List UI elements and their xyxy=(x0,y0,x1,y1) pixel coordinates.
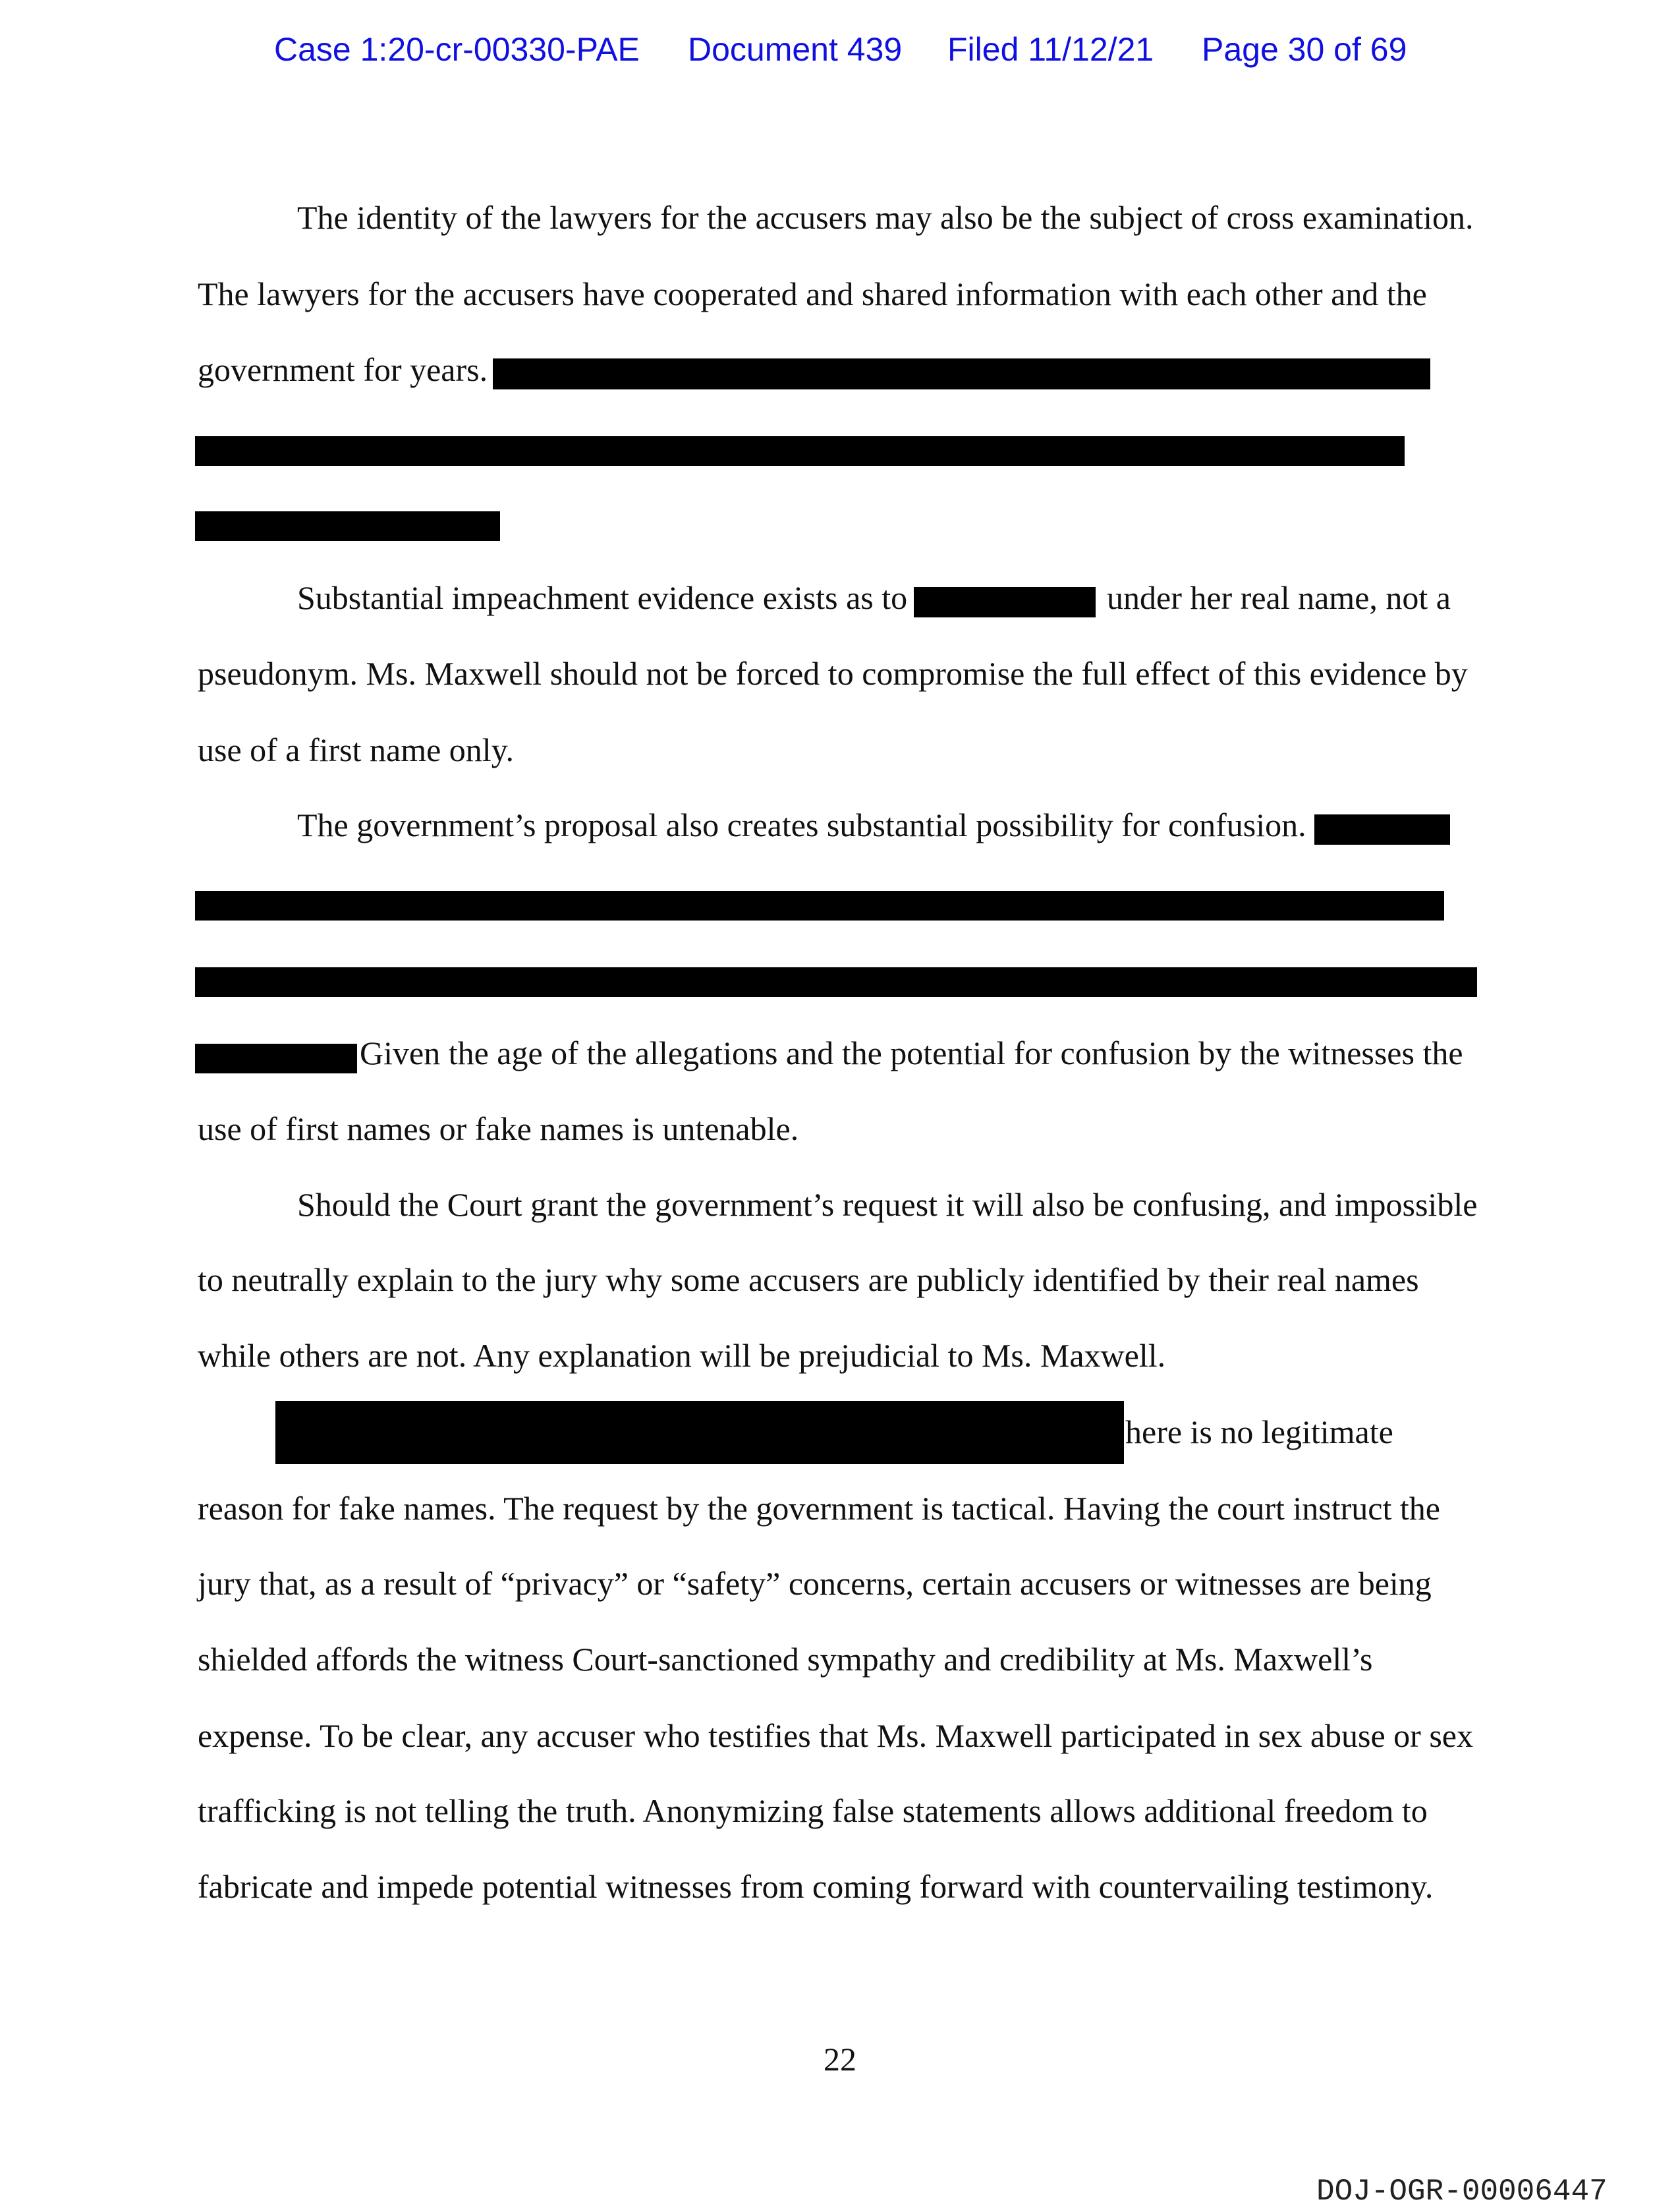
body-line: government for years. xyxy=(198,351,488,388)
bates-number: DOJ-OGR-00006447 xyxy=(1316,2174,1608,2209)
redaction-block xyxy=(275,1401,1124,1464)
redaction-block xyxy=(195,891,1444,921)
body-line: fabricate and impede potential witnesses from coming forward with countervailing testimony. xyxy=(198,1868,1434,1905)
body-line: under her real name, not a xyxy=(1107,579,1451,616)
body-line: The identity of the lawyers for the accusers may also be the subject of cross examination. xyxy=(297,199,1474,236)
body-line: while others are not. Any explanation will be prejudicial to Ms. Maxwell. xyxy=(198,1337,1166,1374)
body-line: The government’s proposal also creates substantial possibility for confusion. xyxy=(297,807,1306,843)
redaction-block xyxy=(914,587,1096,617)
body-line: shielded affords the witness Court-sanctioned sympathy and credibility at Ms. Maxwell’s xyxy=(198,1641,1373,1678)
page-number: 22 xyxy=(824,2041,856,2078)
body-line: The lawyers for the accusers have cooperated and shared information with each other and the xyxy=(198,275,1427,312)
body-line: jury that, as a result of “privacy” or “safety” concerns, certain accusers or witnesses are being xyxy=(198,1565,1432,1602)
body-line: Given the age of the allegations and the potential for confusion by the witnesses the xyxy=(360,1035,1463,1071)
body-line: to neutrally explain to the jury why some accusers are publicly identified by their real names xyxy=(198,1261,1419,1298)
header-page-count: Page 30 of 69 xyxy=(1202,31,1407,68)
header-filed-date: Filed 11/12/21 xyxy=(947,31,1154,68)
redaction-block xyxy=(195,436,1405,466)
body-line: use of a first name only. xyxy=(198,731,514,768)
body-line: use of first names or fake names is untenable. xyxy=(198,1110,799,1147)
body-line: expense. To be clear, any accuser who testifies that Ms. Maxwell participated in sex abuse or sex xyxy=(198,1717,1473,1754)
redaction-block xyxy=(195,1044,357,1073)
redaction-block xyxy=(195,967,1477,997)
header-document-number: Document 439 xyxy=(688,31,903,68)
redaction-block xyxy=(1314,814,1450,845)
body-line: reason for fake names. The request by the government is tactical. Having the court instruct the xyxy=(198,1490,1440,1527)
body-line: Substantial impeachment evidence exists as to xyxy=(297,579,908,616)
redaction-block xyxy=(195,511,500,541)
header-case-number: Case 1:20-cr-00330-PAE xyxy=(274,31,640,68)
body-line: Should the Court grant the government’s request it will also be confusing, and impossible xyxy=(297,1186,1478,1223)
body-line: pseudonym. Ms. Maxwell should not be forced to compromise the full effect of this evidence by xyxy=(198,655,1468,692)
body-line: trafficking is not telling the truth. Anonymizing false statements allows additional freedom to xyxy=(198,1792,1428,1829)
body-line: here is no legitimate xyxy=(1125,1413,1393,1450)
redaction-block xyxy=(493,358,1430,389)
